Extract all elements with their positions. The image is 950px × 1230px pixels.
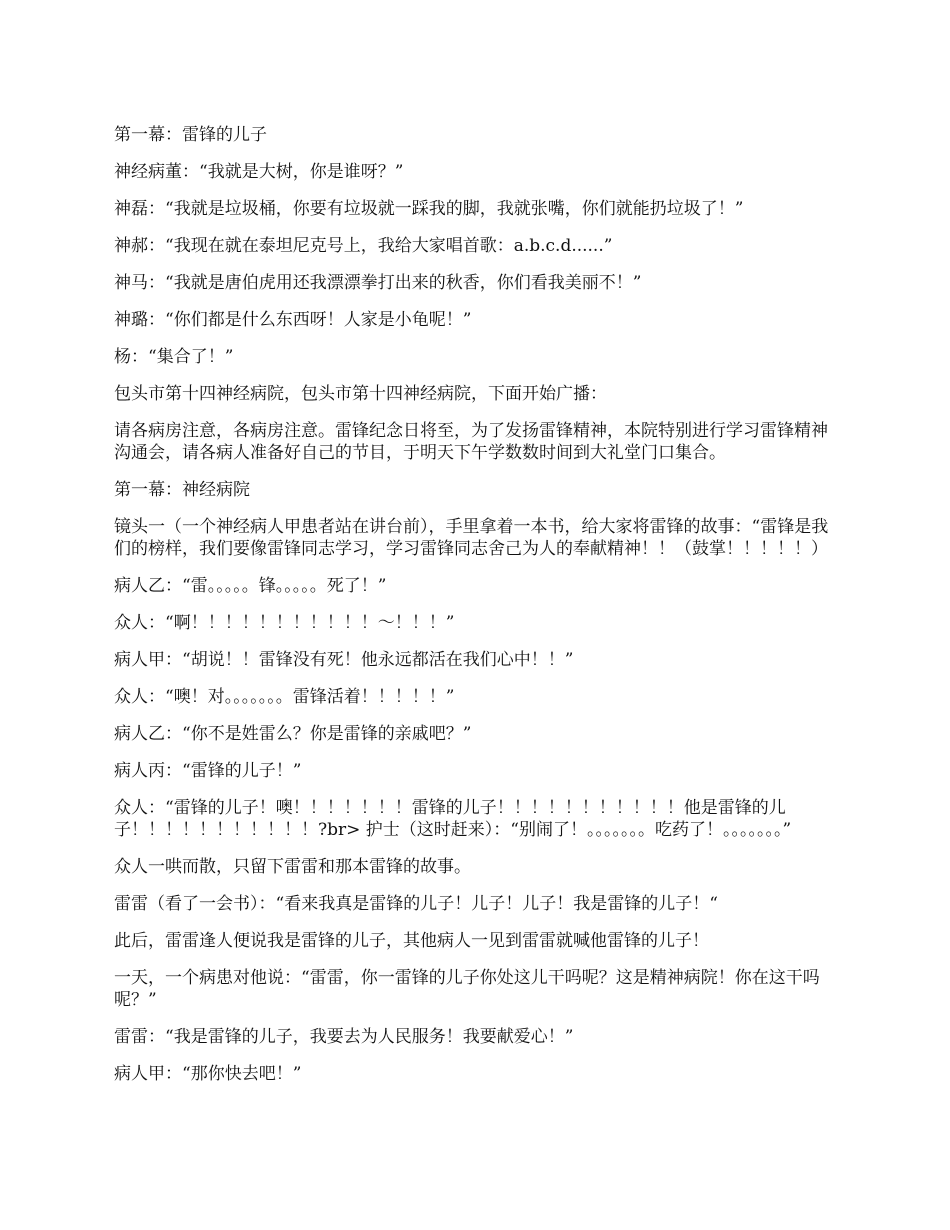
dialogue-line: 病人甲：“那你快去吧！” bbox=[114, 1064, 302, 1084]
dialogue-paragraph: 一天，一个病患对他说：“雷雷，你一雷锋的儿子你处这儿干吗呢？这是精神病院！你在这干吗呢？” bbox=[114, 968, 820, 1010]
narration-line: 此后，雷雷逢人便说我是雷锋的儿子，其他病人一见到雷雷就喊他雷锋的儿子！ bbox=[114, 931, 709, 951]
scene-heading: 第一幕：神经病院 bbox=[114, 480, 250, 500]
dialogue-line: 神璐：“你们都是什么东西呀！人家是小龟呢！” bbox=[114, 310, 472, 330]
dialogue-line: 众人：“噢！对。。。。。。。雷锋活着！！！！！” bbox=[114, 687, 455, 707]
dialogue-line: 神马：“我就是唐伯虎用还我漂漂拳打出来的秋香，你们看我美丽不！” bbox=[114, 273, 642, 293]
document-body bbox=[114, 124, 834, 1100]
dialogue-line: 病人甲：“胡说！！雷锋没有死！他永远都活在我们心中！！” bbox=[114, 650, 574, 670]
announcement-paragraph: 请各病房注意，各病房注意。雷锋纪念日将至，为了发扬雷锋精神，本院特别进行学习雷锋精神沟通会，请各病人准备好自己的节目，于明天下午学数数时间到大礼堂门口集合。 bbox=[114, 421, 828, 463]
dialogue-line: 病人乙：“你不是姓雷么？你是雷锋的亲戚吧？” bbox=[114, 724, 472, 744]
dialogue-line: 神经病董：“我就是大树，你是谁呀？” bbox=[114, 162, 404, 182]
dialogue-line: 杨：“集合了！” bbox=[114, 347, 234, 367]
narration-line: 众人一哄而散，只留下雷雷和那本雷锋的故事。 bbox=[114, 857, 471, 877]
dialogue-paragraph: 众人：“雷锋的儿子！噢！！！！！！！雷锋的儿子！！！！！！！！！！！他是雷锋的儿子！！！！！！！！！！！?br> 护士（这时赶来）：“别闹了！。。。。。。。吃药了！。。。。。。。” bbox=[114, 798, 792, 840]
narration-paragraph: 镜头一（一个神经病人甲患者站在讲台前），手里拿着一本书，给大家将雷锋的故事：“雷锋是我们的榜样，我们要像雷锋同志学习，学习雷锋同志舍己为人的奉献精神！！（鼓掌！！！！！） bbox=[114, 517, 829, 559]
narration-line: 包头市第十四神经病院，包头市第十四神经病院，下面开始广播： bbox=[114, 384, 607, 404]
dialogue-line: 众人：“啊！！！！！！！！！！！～！！！” bbox=[114, 613, 455, 633]
dialogue-line: 雷雷：“我是雷锋的儿子，我要去为人民服务！我要献爱心！” bbox=[114, 1027, 574, 1047]
dialogue-line: 神磊：“我就是垃圾桶，你要有垃圾就一踩我的脚，我就张嘴，你们就能扔垃圾了！” bbox=[114, 199, 744, 219]
scene-heading: 第一幕：雷锋的儿子 bbox=[114, 125, 267, 145]
dialogue-line: 病人丙：“雷锋的儿子！” bbox=[114, 761, 302, 781]
dialogue-line: 雷雷（看了一会书）：“看来我真是雷锋的儿子！儿子！儿子！我是雷锋的儿子！“ bbox=[114, 894, 718, 914]
dialogue-line: 神郝：“我现在就在泰坦尼克号上，我给大家唱首歌：a.b.c.d......” bbox=[114, 236, 613, 256]
dialogue-line: 病人乙：“雷。。。。。锋。。。。。死了！” bbox=[114, 576, 387, 596]
